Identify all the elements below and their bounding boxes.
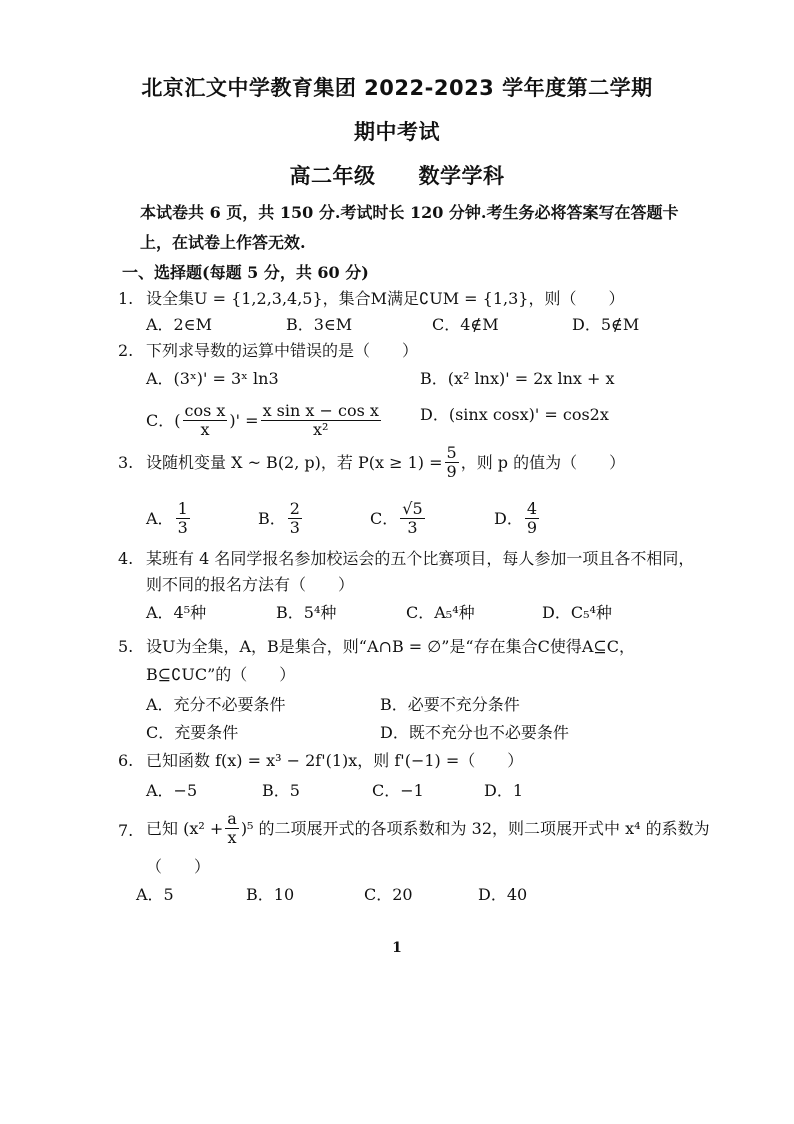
option-d: D．既不充分也不必要条件 xyxy=(380,723,569,742)
option-d: D．1 xyxy=(484,781,524,800)
option-label: D． xyxy=(494,508,523,528)
stem-fraction xyxy=(225,810,239,847)
option-c: C．A₅⁴种 xyxy=(406,603,475,622)
stem-text-before: 已知 (x² + xyxy=(146,818,224,838)
option-a: A．充分不必要条件 xyxy=(146,695,286,714)
fraction-denominator: 9 xyxy=(446,462,457,481)
stem-text-after: )⁵ 的二项展开式的各项系数和为 32，则二项展开式中 x⁴ 的系数为 xyxy=(240,818,710,838)
option-c-rhs-fraction xyxy=(261,402,381,439)
fraction-denominator: 3 xyxy=(407,518,418,537)
fraction-numerator: √5 xyxy=(402,499,423,518)
option-b: B．5 xyxy=(262,781,300,800)
option-a xyxy=(146,500,192,537)
fraction-numerator: x sin x − cos x xyxy=(262,401,379,420)
question-number: 6. xyxy=(118,751,134,770)
fraction-denominator: 3 xyxy=(289,518,300,537)
fraction-denominator: x xyxy=(200,420,210,439)
stem-text-after: ，则 p 的值为（ ） xyxy=(460,452,626,472)
question-number: 7. xyxy=(118,821,134,840)
section-heading: 一、选择题(每题 5 分，共 60 分) xyxy=(122,263,369,282)
option-label: A． xyxy=(146,508,174,528)
option-c-lhs-fraction xyxy=(183,402,228,439)
question-number: 1. xyxy=(118,289,134,308)
option-a: A．4⁵种 xyxy=(146,603,207,622)
option-d: D．40 xyxy=(478,885,528,904)
option-a: A．(3ˣ)' = 3ˣ ln3 xyxy=(146,369,279,388)
fraction-numerator: 5 xyxy=(446,443,457,462)
fraction-numerator: cos x xyxy=(184,401,226,420)
option-label: B． xyxy=(258,508,286,528)
option-d: D．C₅⁴种 xyxy=(542,603,612,622)
option-c-label: C． xyxy=(146,410,175,430)
option-label: C． xyxy=(370,508,399,528)
option-fraction xyxy=(176,500,190,537)
question-stem: 已知函数 f(x) = x³ − 2f'(1)x，则 f'(−1) =（ ） xyxy=(146,751,524,770)
fraction-denominator: x² xyxy=(313,420,329,439)
notice-line-1: 本试卷共 6 页，共 150 分.考试时长 120 分钟.考生务必将答案写在答题卡 xyxy=(140,203,679,222)
option-b: B．10 xyxy=(246,885,295,904)
fraction-numerator: 1 xyxy=(177,499,188,518)
option-fraction xyxy=(400,500,424,537)
option-b xyxy=(258,500,304,537)
exam-subtitle: 期中考试 xyxy=(354,120,440,144)
option-b: B．必要不充分条件 xyxy=(380,695,520,714)
question-stem: 设全集U = {1,2,3,4,5}，集合M满足∁UM = {1,3}，则（ ） xyxy=(146,289,625,308)
fraction-numerator: 4 xyxy=(526,499,538,518)
question-number: 2. xyxy=(118,341,134,360)
question-stem xyxy=(146,444,625,481)
option-a: A．−5 xyxy=(146,781,198,800)
notice-line-2: 上，在试卷上作答无效. xyxy=(140,233,306,252)
option-d: D．(sinx cosx)' = cos2x xyxy=(420,405,609,424)
exam-title: 北京汇文中学教育集团 2022-2023 学年度第二学期 xyxy=(141,76,653,100)
option-c: C．充要条件 xyxy=(146,723,239,742)
question-stem-line-2: （ ） xyxy=(146,857,211,876)
option-b: B．(x² lnx)' = 2x lnx + x xyxy=(420,369,615,388)
question-number: 5. xyxy=(118,637,134,656)
question-number: 3. xyxy=(118,453,134,472)
fraction-denominator: 9 xyxy=(526,518,538,537)
fraction-numerator: 2 xyxy=(289,499,300,518)
option-a: A．2∈M xyxy=(146,315,212,334)
stem-text-before: 设随机变量 X ~ B(2, p)，若 P(x ≥ 1) = xyxy=(146,452,443,472)
page-number: 1 xyxy=(392,940,402,956)
option-a: A．5 xyxy=(136,885,174,904)
option-fraction xyxy=(288,500,302,537)
stem-fraction xyxy=(445,444,459,481)
option-d xyxy=(494,500,541,537)
option-d: D．5∉M xyxy=(572,315,640,334)
question-stem-line-2: 则不同的报名方法有（ ） xyxy=(146,575,355,594)
question-number: 4. xyxy=(118,549,134,568)
fraction-denominator: x xyxy=(227,828,237,847)
option-fraction xyxy=(525,500,539,537)
question-stem-line-1: 设U为全集，A，B是集合，则“A∩B = ∅”是“存在集合C使得A⊆C， xyxy=(146,637,636,656)
option-c: C．−1 xyxy=(372,781,424,800)
question-stem xyxy=(146,810,710,847)
question-stem: 下列求导数的运算中错误的是（ ） xyxy=(146,341,419,360)
fraction-numerator: a xyxy=(227,809,237,828)
option-b: B．5⁴种 xyxy=(276,603,337,622)
question-stem-line-1: 某班有 4 名同学报名参加校运会的五个比赛项目，每人参加一项且各不相同， xyxy=(146,549,695,568)
question-stem-line-2: B⊆∁UC”的（ ） xyxy=(146,665,296,684)
option-c: C． ( $\frac{\text{cos x}}{x}$ )' = $\frac{\text{x sin x − cos x}}{\text{x²}}$ xyxy=(146,401,379,439)
option-c: C．20 xyxy=(364,885,413,904)
fraction-denominator: 3 xyxy=(177,518,188,537)
option-c xyxy=(370,500,427,537)
option-b: B．3∈M xyxy=(286,315,353,334)
option-c: C．4∉M xyxy=(432,315,499,334)
grade-subject: 高二年级 数学学科 xyxy=(289,164,505,188)
